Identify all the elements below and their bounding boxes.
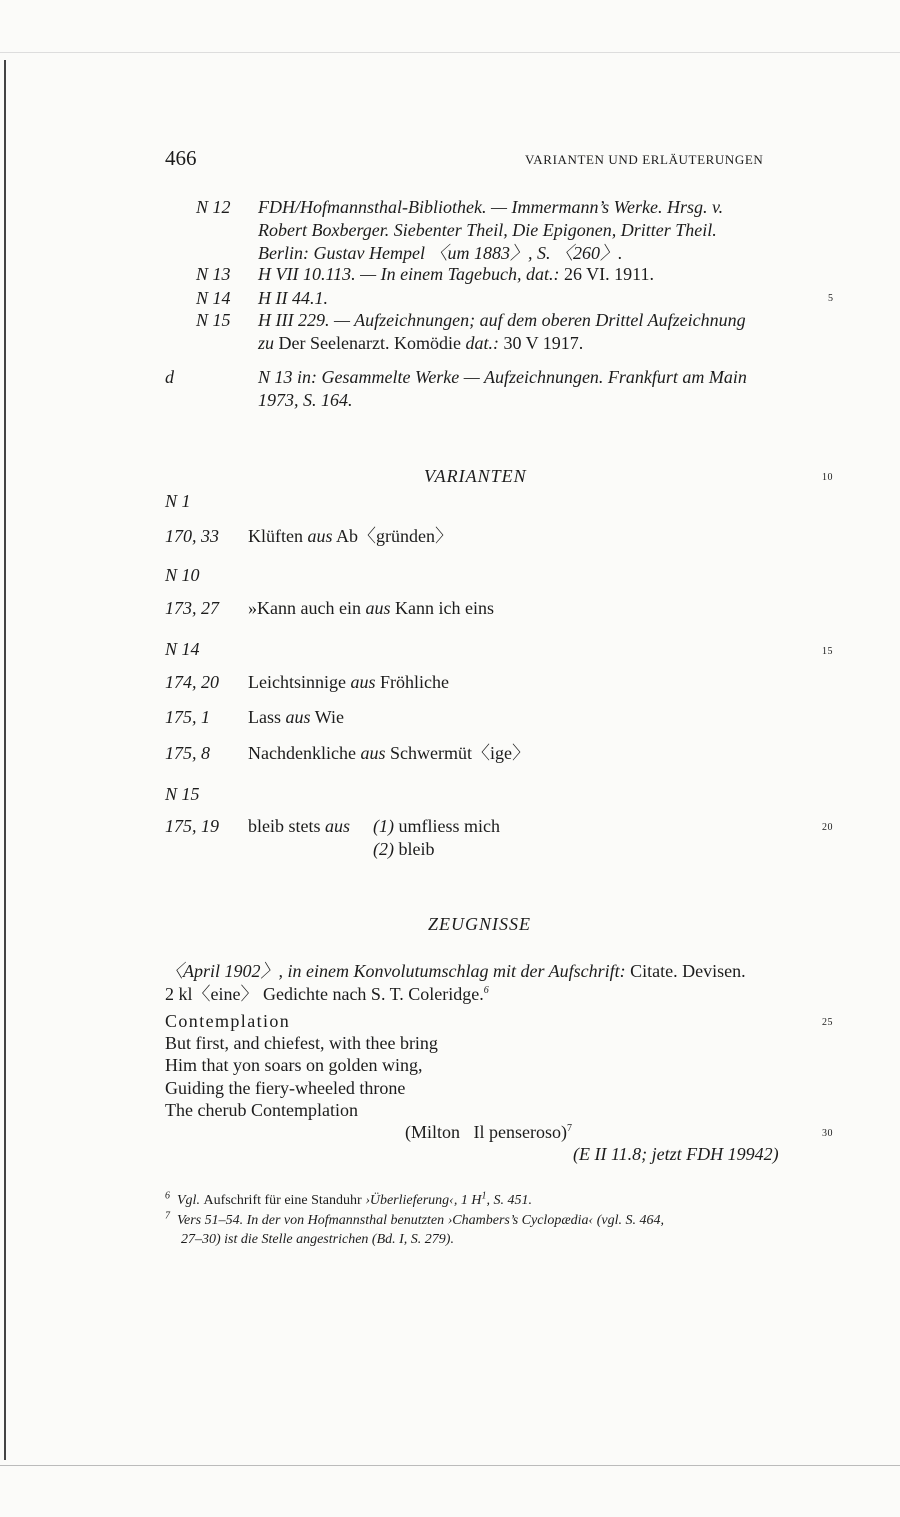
footnote-7	[165, 1211, 664, 1230]
text-run: N 13 in: Gesammelte Werke — Aufzeichnungen. Frankfurt am Main	[258, 367, 747, 387]
footnote-ref-7[interactable]: 7	[566, 1123, 572, 1134]
text-run: H VII 10.113. — In einem Tagebuch, dat.:	[258, 264, 564, 284]
text-run: Aufschrift für eine Standuhr	[203, 1193, 366, 1208]
text-run: ›Überlieferung‹, 1 H	[365, 1193, 482, 1208]
aus-marker: aus	[307, 526, 333, 546]
text-run: , S. 451.	[486, 1193, 532, 1208]
line-number: 30	[822, 1128, 833, 1139]
variant-reading: Fröhliche	[380, 672, 449, 692]
alt-text: bleib	[398, 839, 435, 859]
text-run: FDH/Hofmannsthal-Bibliothek. — Immermann’s Werke. Hrsg. v.	[258, 197, 724, 217]
text-run: 30 V 1917.	[503, 333, 584, 353]
left-binding-edge	[4, 60, 6, 1460]
group-label: N 10	[165, 565, 200, 585]
source-line	[258, 219, 717, 242]
variant-reading: Schwermüt〈ige〉	[389, 743, 530, 763]
variant-ref: 175, 1	[165, 707, 210, 727]
source-sigil: N 15	[196, 310, 231, 330]
variant-reading: Kann ich eins	[394, 598, 494, 618]
zeugnis-intro-line2	[165, 983, 489, 1006]
source-line	[258, 196, 723, 219]
alt-number: (2)	[373, 839, 394, 859]
variant-text	[248, 742, 530, 765]
variant-text	[248, 706, 344, 729]
lemma: Lass	[248, 707, 281, 727]
source-line	[258, 309, 746, 332]
alternative-2	[373, 838, 435, 861]
intro-text: 2 kl〈eine〉 Gedichte nach S. T. Coleridge.	[165, 984, 484, 1004]
aus-marker: aus	[365, 598, 391, 618]
variant-ref: 174, 20	[165, 672, 219, 692]
running-title: VARIANTEN UND ERLÄUTERUNGEN	[525, 152, 764, 167]
source-line	[258, 366, 747, 389]
intro-title: Citate. Devisen.	[630, 961, 746, 981]
group-label: N 1	[165, 491, 191, 511]
aus-marker: aus	[360, 743, 386, 763]
text-run: Berlin: Gustav Hempel 〈um 1883〉, S. 〈260〉.	[258, 243, 623, 263]
poem-line: But first, and chiefest, with thee bring	[165, 1033, 438, 1053]
variant-ref: 175, 8	[165, 743, 210, 763]
variant-ref: 170, 33	[165, 526, 219, 546]
lemma: Klüften	[248, 526, 303, 546]
source-sigil: N 13	[196, 264, 231, 284]
line-number: 25	[822, 1017, 833, 1028]
text-run: 1973, S. 164.	[258, 390, 353, 410]
alternative-1	[373, 815, 500, 838]
text-run: 1	[481, 1190, 487, 1202]
line-number: 5	[828, 293, 834, 304]
zeugnis-intro-line1	[165, 960, 746, 983]
variant-reading: Wie	[314, 707, 344, 727]
footnote-line: Vers 51–54. In der von Hofmannsthal benutzten ›Chambers’s Cyclopædia‹ (vgl. S. 464,	[177, 1213, 664, 1228]
variant-reading: Ab〈gründen〉	[336, 526, 453, 546]
poem-attribution: (Milton Il penseroso)$^7$	[405, 1122, 572, 1142]
text-run: Vgl.	[177, 1193, 204, 1208]
variant-text	[248, 597, 494, 620]
alt-number: (1)	[373, 816, 394, 836]
lemma: Leichtsinnige	[248, 672, 346, 692]
lemma: Nachdenkliche	[248, 743, 356, 763]
text-run: Robert Boxberger. Siebenter Theil, Die Epigonen, Dritter Theil.	[258, 220, 717, 240]
text-run: dat.:	[465, 333, 504, 353]
footnote-6	[165, 1191, 532, 1210]
footnote-number: 7	[165, 1210, 170, 1222]
text-run: Der Seelenarzt. Komödie	[278, 333, 466, 353]
intro-date: 〈April 1902〉, in einem Konvolutumschlag mit der Aufschrift:	[165, 961, 626, 981]
poem-location: (E II 11.8; jetzt FDH 19942)	[573, 1144, 779, 1164]
text-run: H II 44.1.	[258, 288, 328, 308]
footnote-line: 27–30) ist die Stelle angestrichen (Bd. I, S. 279).	[181, 1232, 454, 1247]
lemma: bleib stets	[248, 816, 321, 836]
variant-text	[248, 671, 449, 694]
poem-line: The cherub Contemplation	[165, 1099, 358, 1120]
line-number: 20	[822, 822, 833, 833]
group-label: N 14	[165, 639, 200, 659]
line-number: 15	[822, 646, 833, 657]
lemma: »Kann auch ein	[248, 598, 361, 618]
source-sigil: d	[165, 367, 174, 387]
text-run: H III 229. — Aufzeichnungen; auf dem oberen Drittel Aufzeichnung	[258, 310, 746, 330]
poem-line: Him that yon soars on golden wing,	[165, 1055, 423, 1076]
line-number: 10	[822, 472, 833, 483]
source-sigil: N 14	[196, 288, 231, 308]
source-line	[258, 263, 654, 286]
poem-line: Guiding the fiery-wheeled throne	[165, 1077, 406, 1098]
variant-text	[248, 525, 453, 548]
source-line	[258, 332, 583, 355]
footnote-number: 6	[165, 1190, 170, 1202]
group-label: N 15	[165, 784, 200, 804]
aus-marker: aus	[325, 816, 351, 836]
zeugnisse-heading: ZEUGNISSE	[428, 914, 531, 934]
page-number: 466	[165, 146, 197, 170]
source-line	[258, 287, 328, 310]
alt-text: umfliess mich	[398, 816, 500, 836]
text-run: zu	[258, 333, 279, 353]
top-edge-line	[0, 52, 900, 53]
source-line	[258, 389, 353, 412]
footnote-ref-6[interactable]: 6	[483, 985, 489, 996]
aus-marker: aus	[285, 707, 311, 727]
source-sigil: N 12	[196, 197, 231, 217]
text-run: 26 VI. 1911.	[563, 264, 654, 284]
variant-ref: 173, 27	[165, 598, 219, 618]
varianten-heading: VARIANTEN	[424, 466, 527, 486]
aus-marker: aus	[350, 672, 376, 692]
source-line	[258, 242, 622, 265]
variant-text	[248, 815, 350, 838]
bottom-edge-line	[0, 1465, 900, 1466]
poem-title: Contemplation	[165, 1011, 291, 1031]
variant-ref: 175, 19	[165, 816, 219, 836]
